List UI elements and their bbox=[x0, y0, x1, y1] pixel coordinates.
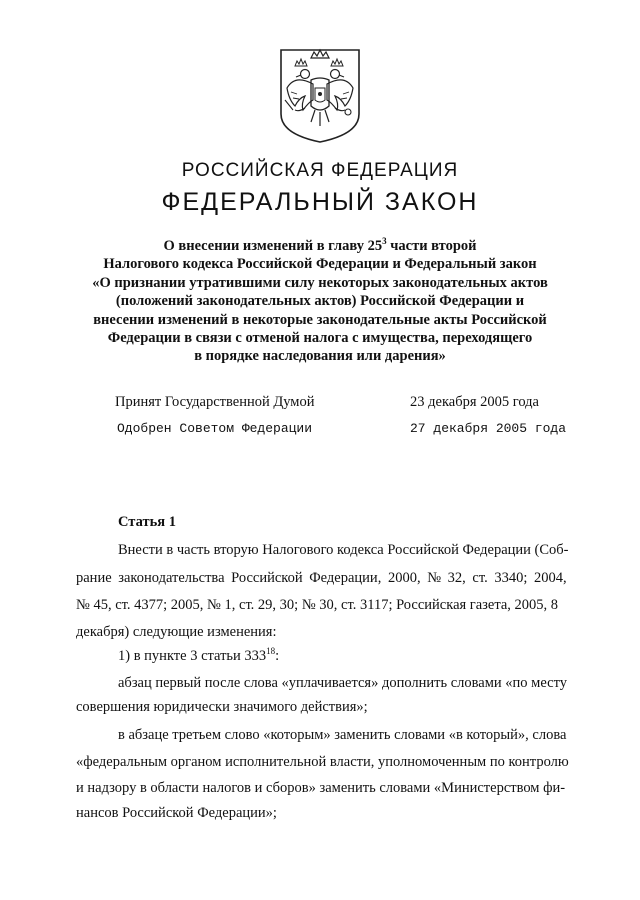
law-title-line: Налогового кодекса Российской Федерации и Федеральный закон bbox=[103, 256, 537, 273]
paragraph-line: абзац первый после слова «уплачивается» дополнить словами «по месту bbox=[118, 675, 567, 691]
law-title-line: «О признании утратившими силу некоторых законодательных актов bbox=[92, 274, 548, 291]
list-item: 1) в пункте 3 статьи $333^{18}$: bbox=[118, 646, 280, 664]
coat-of-arms-emblem-icon bbox=[275, 44, 365, 144]
paragraph-line: декабря) следующие изменения: bbox=[76, 624, 277, 640]
adopted-date: 23 декабря 2005 года bbox=[410, 394, 539, 410]
paragraph-line: Внести в часть вторую Налогового кодекса Российской Федерации (Соб- bbox=[118, 542, 569, 558]
country-heading: РОССИЙСКАЯ ФЕДЕРАЦИЯ bbox=[181, 160, 459, 181]
paragraph-line: нансов Российской Федерации»; bbox=[76, 805, 277, 821]
approved-date: 27 декабря 2005 года bbox=[410, 421, 567, 436]
law-title-line: в порядке наследования или дарения» bbox=[194, 348, 446, 365]
paragraph-line: и надзору в области налогов и сборов» заменить словами «Министерством фи- bbox=[76, 780, 566, 796]
paragraph-line: рание законодательства Российской Федерации, 2000, № 32, ст. 3340; 2004, bbox=[76, 570, 567, 586]
law-title-line: (положений законодательных актов) Российской Федерации и bbox=[115, 293, 525, 310]
document-type-heading: ФЕДЕРАЛЬНЫЙ ЗАКОН bbox=[161, 188, 479, 216]
law-title-line: Федерации в связи с отменой налога с имущества, переходящего bbox=[107, 330, 533, 347]
paragraph-line: совершения юридически значимого действия»; bbox=[76, 699, 368, 715]
paragraph-line: в абзаце третьем слово «которым» заменить словами «в который», слова bbox=[118, 727, 567, 743]
article-title: Статья 1 bbox=[118, 514, 176, 530]
law-title bbox=[90, 237, 550, 366]
paragraph-line: «федеральным органом исполнительной власти, уполномоченным по контролю bbox=[76, 754, 569, 770]
law-title-line: внесении изменений в некоторые законодательные акты Российской bbox=[93, 311, 547, 328]
adopted-label: Принят Государственной Думой bbox=[115, 394, 315, 410]
paragraph-line: № 45, ст. 4377; 2005, № 1, ст. 29, 30; № 30, ст. 3117; Российская газета, 2005, 8 bbox=[76, 597, 559, 613]
approved-label: Одобрен Советом Федерации bbox=[117, 421, 313, 436]
law-title-line: О внесении изменений в главу $25^3$ части второй bbox=[163, 236, 477, 254]
